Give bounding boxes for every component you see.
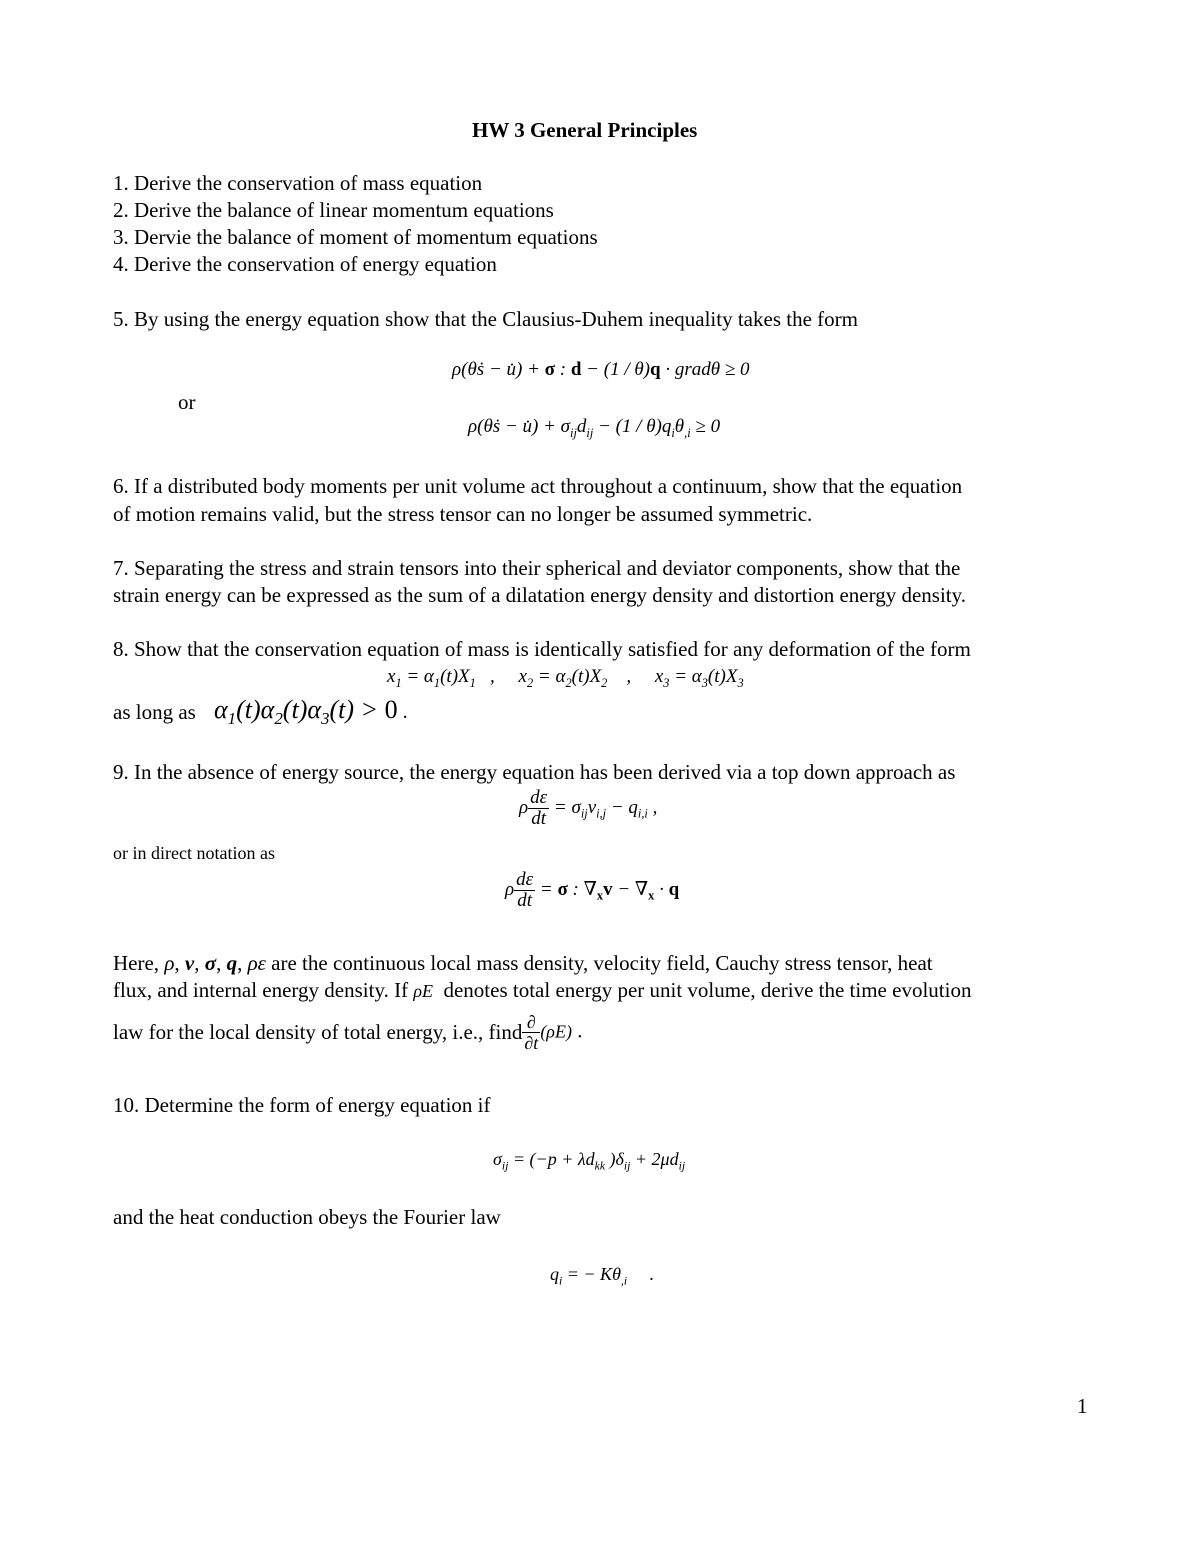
fourier-law-equation: $q_i$ = − $K\theta_{,i}$ . <box>550 1264 655 1288</box>
question-6-line-1: 6. If a distributed body moments per unit volume act throughout a continuum, show that the equation <box>113 474 963 498</box>
energy-equation-direct: ρ $\frac{d\varepsilon}{dt}$ = σ : $\nabla_xv - \nabla_x \cdot q$ <box>505 869 680 911</box>
question-9-line-1: 9. In the absence of energy source, the energy equation has been derived via a top down approach as <box>113 760 956 784</box>
as-long-as-label: as long as <box>113 700 196 724</box>
page-title: HW 3 General Principles <box>472 118 698 142</box>
here-description: are the continuous local mass density, velocity field, Cauchy stress tensor, heat <box>271 951 933 975</box>
question-2: 2. Derive the balance of linear momentum equations <box>113 198 554 222</box>
question-8-line-1: 8. Show that the conservation equation of mass is identically satisfied for any deformation of the form <box>113 637 971 661</box>
law-label: law for the local density of total energy, i.e., find <box>113 1020 523 1044</box>
question-5: 5. By using the energy equation show that the Clausius-Duhem inequality takes the form <box>113 307 858 331</box>
deformation-equation: $x_1 = \alpha_1(t)X_1$ , $x_2 = \alpha_2(t)X_2$ , $x_3 = \alpha_3(t)X_3$ <box>387 666 744 690</box>
question-9-law-line: law for the local density of total energy, i.e., find $\frac{\partial}{\partial t}$ (ρE) . <box>113 1012 583 1053</box>
alpha-product-condition: $\alpha_1(t)\alpha_2(t)\alpha_3(t) > 0$ . <box>214 695 408 729</box>
clausius-duhem-equation-2: ρ(θṡ − u̇) + $\sigma_{ij}d_{ij} - (1 / \theta)q_i\theta_{,i} \ge 0$ <box>468 416 721 440</box>
clausius-duhem-equation-1: ρ(θṡ − u̇) + σ : d − (1 / θ)q · gradθ ≥ 0 <box>452 359 750 380</box>
page-number: 1 <box>1077 1394 1088 1418</box>
question-6-line-2: of motion remains valid, but the stress tensor can no longer be assumed symmetric. <box>113 502 813 526</box>
question-7-line-1: 7. Separating the stress and strain tensors into their spherical and deviator components, show that the <box>113 556 961 580</box>
question-1: 1. Derive the conservation of mass equation <box>113 171 483 195</box>
question-3: 3. Dervie the balance of moment of momentum equations <box>113 225 598 249</box>
fourier-law-label: and the heat conduction obeys the Fourier law <box>113 1205 501 1229</box>
energy-equation-index: ρ $\frac{d\varepsilon}{dt}$ = $\sigma_{ij}v_{i,j} - q_{i,i}$ , <box>519 787 658 829</box>
question-4: 4. Derive the conservation of energy equation <box>113 252 497 276</box>
here-label: Here, <box>113 951 160 975</box>
direct-notation-label: or in direct notation as <box>113 843 275 863</box>
or-label: or <box>178 390 196 414</box>
question-10: 10. Determine the form of energy equation if <box>113 1093 491 1117</box>
question-9-flux-line: flux, and internal energy density. If ρE denotes total energy per unit volume, derive the time evolution <box>113 978 972 1002</box>
flux-label: flux, and internal energy density. If <box>113 978 409 1002</box>
stress-constitutive-equation: $\sigma_{ij} = (-p + \lambda d_{kk}$ )$\delta_{ij} + 2\mu d_{ij}$ <box>493 1149 686 1173</box>
flux-description: denotes total energy per unit volume, derive the time evolution <box>443 978 972 1002</box>
question-7-line-2: strain energy can be expressed as the sum of a dilatation energy density and distortion energy density. <box>113 583 967 607</box>
question-9-here-line: Here, ρ, v, σ, q, ρε are the continuous local mass density, velocity field, Cauchy stress tensor, heat <box>113 951 933 975</box>
